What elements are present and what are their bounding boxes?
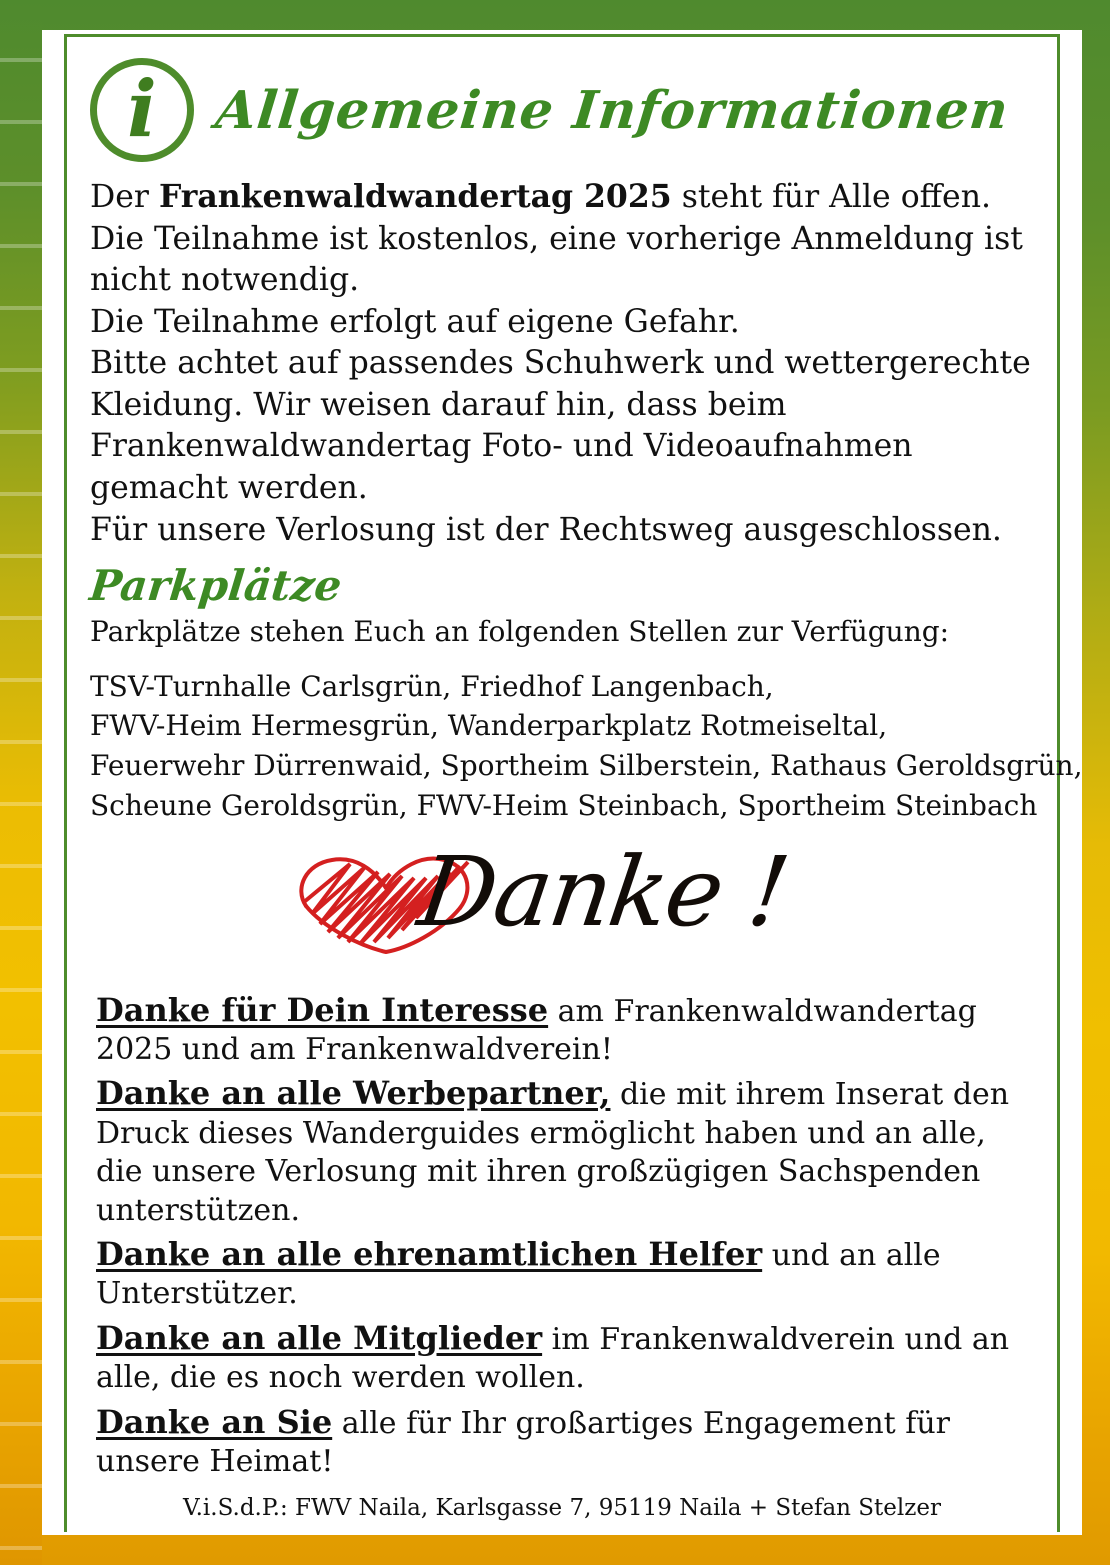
parking-line: FWV-Heim Hermesgrün, Wanderparkplatz Rotmeiseltal, xyxy=(90,709,888,743)
intro-line-5: Für unsere Verlosung ist der Rechtsweg ausgeschlossen. xyxy=(90,511,1002,548)
section-header xyxy=(90,50,1034,170)
thanks-item-rest: im Frankenwaldverein und an alle, die es noch werden wollen. xyxy=(96,1321,1010,1396)
page-title: Allgemeine Informationen xyxy=(212,79,1012,141)
thanks-item xyxy=(96,1402,1034,1482)
decorative-left-stripe xyxy=(0,0,42,1565)
thanks-item-rest: am Frankenwaldwandertag 2025 und am Frankenwaldverein! xyxy=(96,993,977,1067)
parking-list xyxy=(90,667,1083,826)
thanks-item-rest: alle für Ihr großartiges Engagement für unsere Heimat! xyxy=(96,1405,950,1479)
intro-line-1 xyxy=(90,176,1034,219)
thanks-item xyxy=(96,1318,1034,1398)
thanks-item-lead: Danke an alle Mitglieder xyxy=(96,1318,543,1357)
thanks-item xyxy=(96,1073,1034,1230)
thanks-list xyxy=(90,990,1034,1482)
intro-line-1-pre: Der xyxy=(90,179,159,215)
thanks-item-lead: Danke an Sie xyxy=(96,1402,333,1441)
info-icon xyxy=(90,58,194,162)
intro-text-block xyxy=(90,176,1034,551)
danke-script-text: Danke ! xyxy=(412,835,794,948)
parking-line: TSV-Turnhalle Carlsgrün, Friedhof Langenbach, xyxy=(90,669,774,703)
thanks-item xyxy=(96,1234,1034,1314)
danke-graphic xyxy=(90,835,1034,988)
imprint-line: V.i.S.d.P.: FWV Naila, Karlsgasse 7, 95119 Naila + Stefan Stelzer xyxy=(183,1495,941,1522)
intro-line-3: Die Teilnahme erfolgt auf eigene Gefahr. xyxy=(90,303,740,340)
intro-line-1-post: steht für Alle offen. xyxy=(671,179,991,215)
document-content xyxy=(68,38,1083,1530)
parking-title: Parkplätze xyxy=(87,561,344,611)
section-parking xyxy=(87,551,1083,825)
thanks-item-lead: Danke an alle ehrenamtlichen Helfer xyxy=(96,1234,763,1273)
parking-line: Scheune Geroldsgrün, FWV-Heim Steinbach, Sportheim Steinbach xyxy=(90,788,1038,822)
thanks-item-rest: und an alle Unterstützer. xyxy=(96,1237,941,1312)
intro-line-1-bold: Frankenwaldwandertag 2025 xyxy=(158,178,672,215)
intro-line-2: Die Teilnahme ist kostenlos, eine vorherige Anmeldung ist nicht notwendig. xyxy=(90,220,1023,299)
thanks-item-rest: die mit ihrem Inserat den Druck dieses Wanderguides ermöglicht haben und an alle, die unsere Verlosung mit ihren großzügigen Sachspenden unterstützen. xyxy=(96,1077,1010,1228)
thanks-item-lead: Danke für Dein Interesse xyxy=(96,990,549,1029)
parking-line: Feuerwehr Dürrenwaid, Sportheim Silberstein, Rathaus Geroldsgrün, xyxy=(90,749,1083,783)
intro-line-4: Bitte achtet auf passendes Schuhwerk und wettergerechte Kleidung. Wir weisen darauf hin, dass beim Frankenwaldwandertag Foto- und Videoaufnahmen gemacht werden. xyxy=(90,345,1031,507)
parking-lead: Parkplätze stehen Euch an folgenden Stellen zur Verfügung: xyxy=(90,615,950,649)
thanks-item-lead: Danke an alle Werbepartner, xyxy=(96,1074,611,1113)
thanks-item xyxy=(96,990,1034,1070)
info-icon-glyph: i xyxy=(127,64,157,155)
